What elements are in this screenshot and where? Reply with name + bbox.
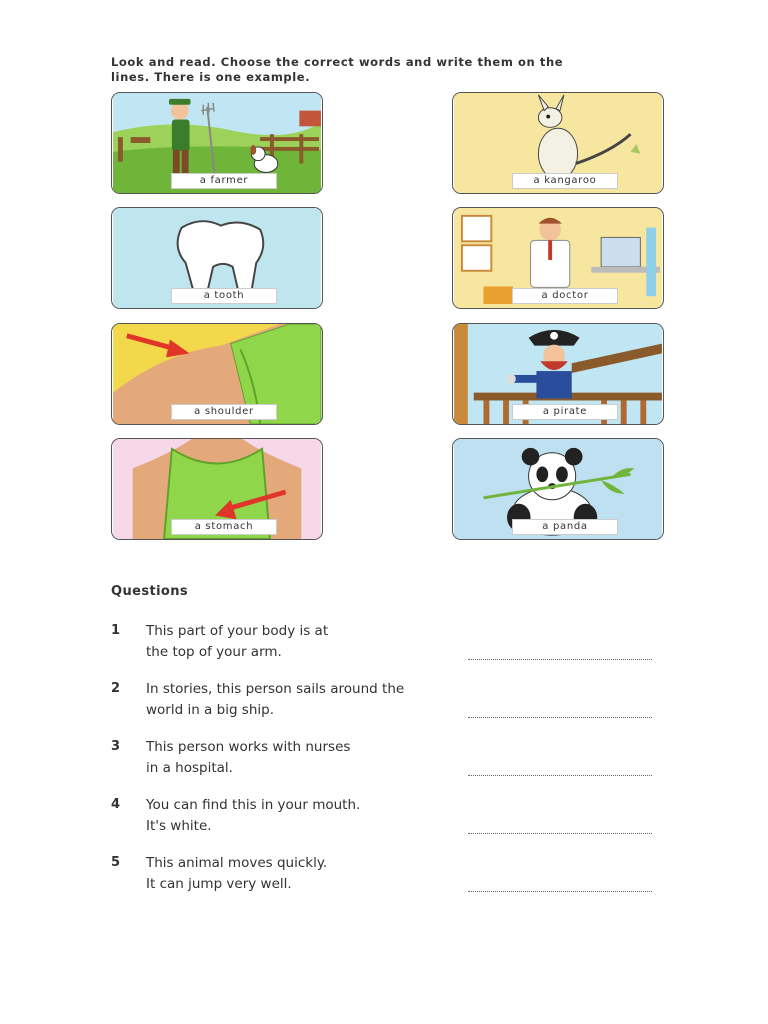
question-text-line-2: world in a big ship. [146,702,275,718]
card-shoulder [111,323,323,425]
card-kangaroo [452,92,664,194]
question-text-line-1: This person works with nurses [146,739,351,755]
question-number: 2 [111,681,121,696]
card-stomach [111,438,323,540]
instructions [111,55,681,85]
question-number: 3 [111,739,121,754]
question-text-line-2: It's white. [146,818,212,834]
card-doctor-caption: a doctor [512,288,618,304]
card-kangaroo-caption: a kangaroo [512,173,618,189]
answer-field-2[interactable] [468,705,652,718]
card-shoulder-caption: a shoulder [171,404,277,420]
answer-field-5[interactable] [468,879,652,892]
question-text-line-2: in a hospital. [146,760,233,776]
question-4 [111,797,671,843]
card-pirate [452,323,664,425]
question-number: 4 [111,797,121,812]
question-5 [111,855,671,901]
card-panda-caption: a panda [512,519,618,535]
question-text-line-2: It can jump very well. [146,876,292,892]
card-farmer-caption: a farmer [171,173,277,189]
question-text-line-1: This part of your body is at [146,623,329,639]
question-text-line-1: This animal moves quickly. [146,855,328,871]
answer-field-4[interactable] [468,821,652,834]
question-3 [111,739,671,785]
instructions-line-2: lines. There is one example. [111,70,311,84]
question-number: 1 [111,623,121,638]
question-text-line-1: You can find this in your mouth. [146,797,361,813]
card-farmer [111,92,323,194]
answer-field-3[interactable] [468,763,652,776]
card-panda [452,438,664,540]
card-doctor [452,207,664,309]
card-stomach-caption: a stomach [171,519,277,535]
card-tooth [111,207,323,309]
question-2 [111,681,671,727]
question-1 [111,623,671,669]
card-pirate-caption: a pirate [512,404,618,420]
question-text-line-1: In stories, this person sails around the [146,681,405,697]
answer-field-1[interactable] [468,647,652,660]
questions-heading: Questions [111,584,189,599]
card-tooth-caption: a tooth [171,288,277,304]
question-text-line-2: the top of your arm. [146,644,282,660]
instructions-line-1: Look and read. Choose the correct words and write them on the [111,55,564,69]
question-number: 5 [111,855,121,870]
